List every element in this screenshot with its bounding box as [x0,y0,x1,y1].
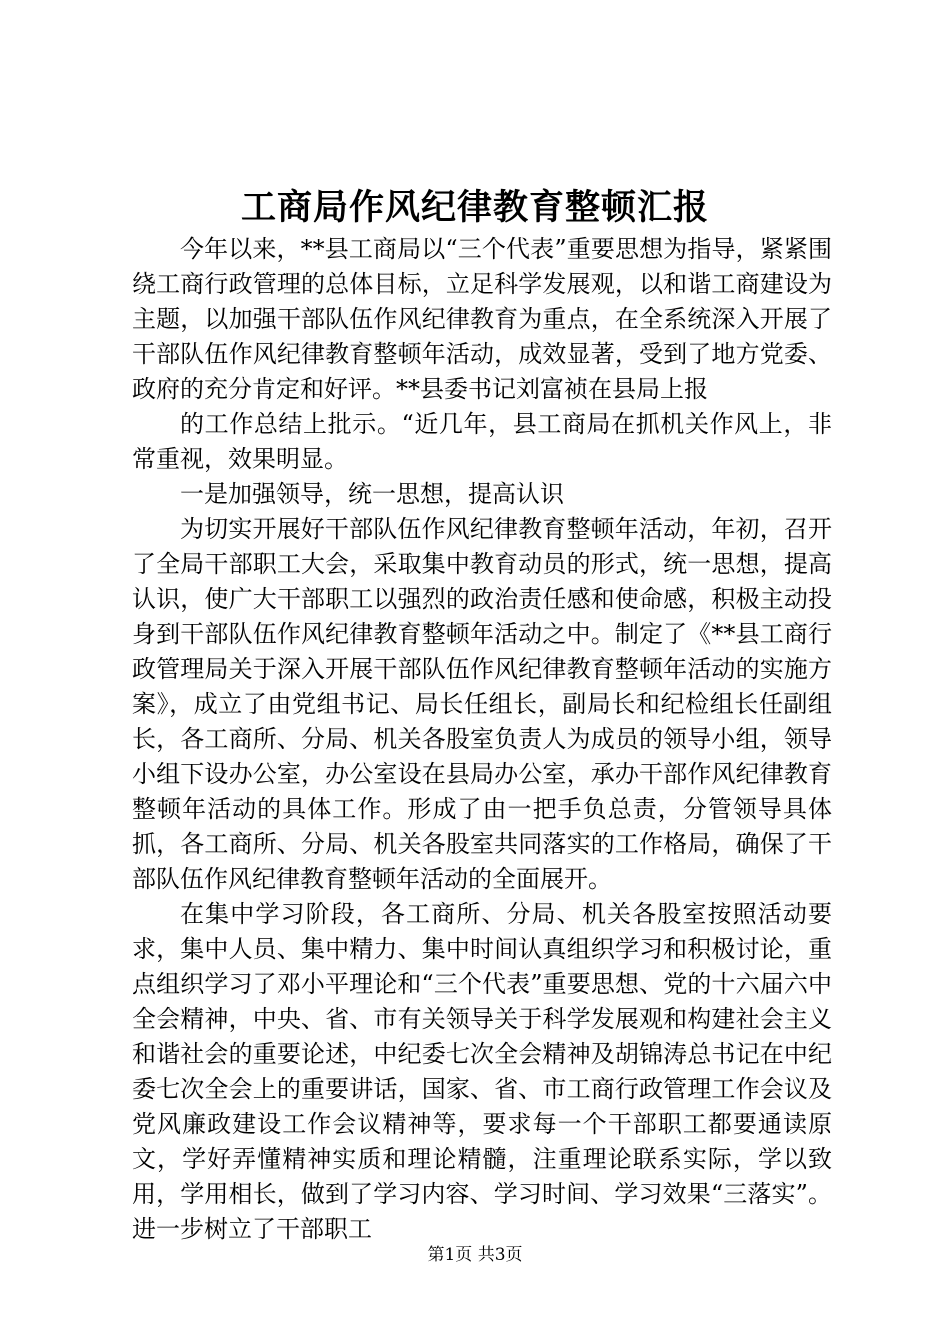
section-heading-1: 一是加强领导，统一思想，提高认识 [180,480,564,508]
paragraph-intro: 今年以来，**县工商局以“三个代表”重要思想为指导，紧紧围绕工商行政管理的总体目标，立足科学发展观，以和谐工商建设为主题，以加强干部队伍作风纪律教育为重点，在全系统深入开展了干部队伍作风纪律教育整顿年活动，成效显著，受到了地方党委、政府的充分肯定和好评。**县委书记刘富祯在县局上报 [132,235,832,403]
document-body [132,232,832,1247]
paragraph-leadership: 为切实开展好干部队伍作风纪律教育整顿年活动，年初，召开了全局干部职工大会，采取集中教育动员的形式，统一思想，提高认识，使广大干部职工以强烈的政治责任感和使命感，积极主动投身到干部队伍作风纪律教育整顿年活动之中。制定了《**县工商行政管理局关于深入开展干部队伍作风纪律教育整顿年活动的实施方案》，成立了由党组书记、局长任组长，副局长和纪检组长任副组长，各工商所、分局、机关各股室负责人为成员的领导小组，领导小组下设办公室，办公室设在县局办公室，承办干部作风纪律教育整顿年活动的具体工作。形成了由一把手负总责，分管领导具体抓，各工商所、分局、机关各股室共同落实的工作格局，确保了干部队伍作风纪律教育整顿年活动的全面展开。 [132,515,832,893]
page-number-footer: 第1页 共3页 [427,1245,523,1265]
document-title: 工商局作风纪律教育整顿汇报 [240,187,709,228]
paragraph-study: 在集中学习阶段，各工商所、分局、机关各股室按照活动要求，集中人员、集中精力、集中时间认真组织学习和积极讨论，重点组织学习了邓小平理论和“三个代表”重要思想、党的十六届六中全会精神，中央、省、市有关领导关于科学发展观和构建社会主义和谐社会的重要论述，中纪委七次全会精神及胡锦涛总书记在中纪委七次全会上的重要讲话，国家、省、市工商行政管理工作会议及党风廉政建设工作会议精神等，要求每一个干部职工都要通读原文，学好弄懂精神实质和理论精髓，注重理论联系实际，学以致用，学用相长，做到了学习内容、学习时间、学习效果“三落实”。进一步树立了干部职工 [132,900,832,1243]
paragraph-comment: 的工作总结上批示。“近几年，县工商局在抓机关作风上，非常重视，效果明显。 [132,410,832,473]
